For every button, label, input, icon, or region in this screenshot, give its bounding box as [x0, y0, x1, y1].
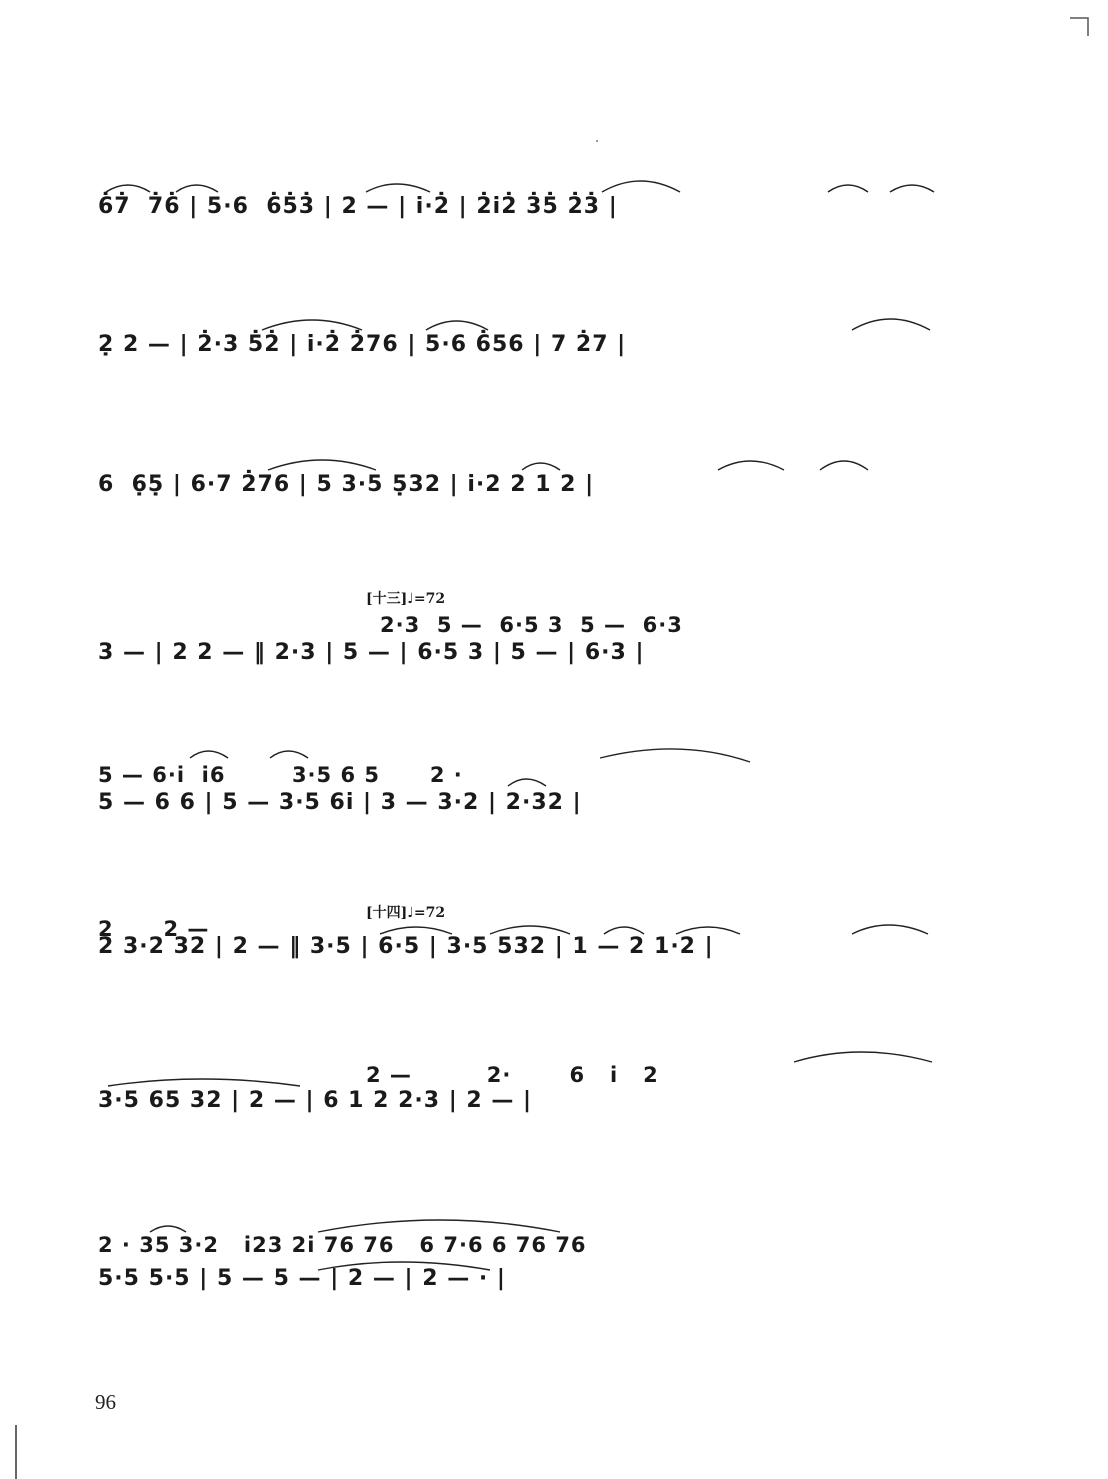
- section-marker-14: [十四]♩=72: [366, 905, 446, 921]
- jianpu-upper-voice: 2 — 2· 6 i 2: [366, 1063, 659, 1087]
- jianpu-line: 3 — | 2 2 — ‖ 2·3 | 5 — | 6·5 3 | 5 — | 6·3 |: [98, 640, 645, 665]
- jianpu-line: 5 — 6 6 | 5 — 3·5 6i | 3 — 3·2 | 2·32 |: [98, 790, 582, 815]
- corner-mark: [1068, 14, 1094, 40]
- jianpu-line: 6 6̣5̣ | 6·7 2̇76 | 5 3·5 5̣32 | i·2 2 1 2 |: [98, 472, 595, 497]
- jianpu-line: 6̇7̇ 7̇6̇ | 5·6 6̇5̇3̇ | 2 — | i·2̇ | 2̇i2̇ 3̇5̇ 2̇3̇ |: [98, 194, 618, 219]
- jianpu-line: 2̣ 2 — | 2̇·3 5̇2̇ | i·2̇ 2̇76 | 5·6 6̇56 | 7 2̇7 |: [98, 332, 627, 357]
- jianpu-line: 2 3·2 32 | 2 — ‖ 3·5 | 6·5 | 3·5 532 | 1 — 2 1·2 |: [98, 934, 714, 959]
- center-dot: [596, 140, 598, 142]
- jianpu-upper-voice: 2 2 —: [98, 917, 210, 941]
- jianpu-line: 3·5 65 32 | 2 — | 6 1 2 2·3 | 2 — |: [98, 1088, 533, 1113]
- left-margin-rule: [15, 1425, 17, 1479]
- jianpu-upper-voice: 5 — 6·i i6 3·5 6 5 2 ·: [98, 763, 463, 787]
- jianpu-line: 5·5 5·5 | 5 — 5 — | 2 — | 2 — · |: [98, 1266, 506, 1291]
- page-number: 96: [95, 1390, 116, 1414]
- section-marker-13: [十三]♩=72: [366, 591, 446, 607]
- jianpu-upper-voice: 2·3 5 — 6·5 3 5 — 6·3: [380, 613, 683, 637]
- jianpu-upper-voice: 2 · 35 3·2 i23 2i 76 76 6 7·6 6 76 76: [98, 1233, 587, 1257]
